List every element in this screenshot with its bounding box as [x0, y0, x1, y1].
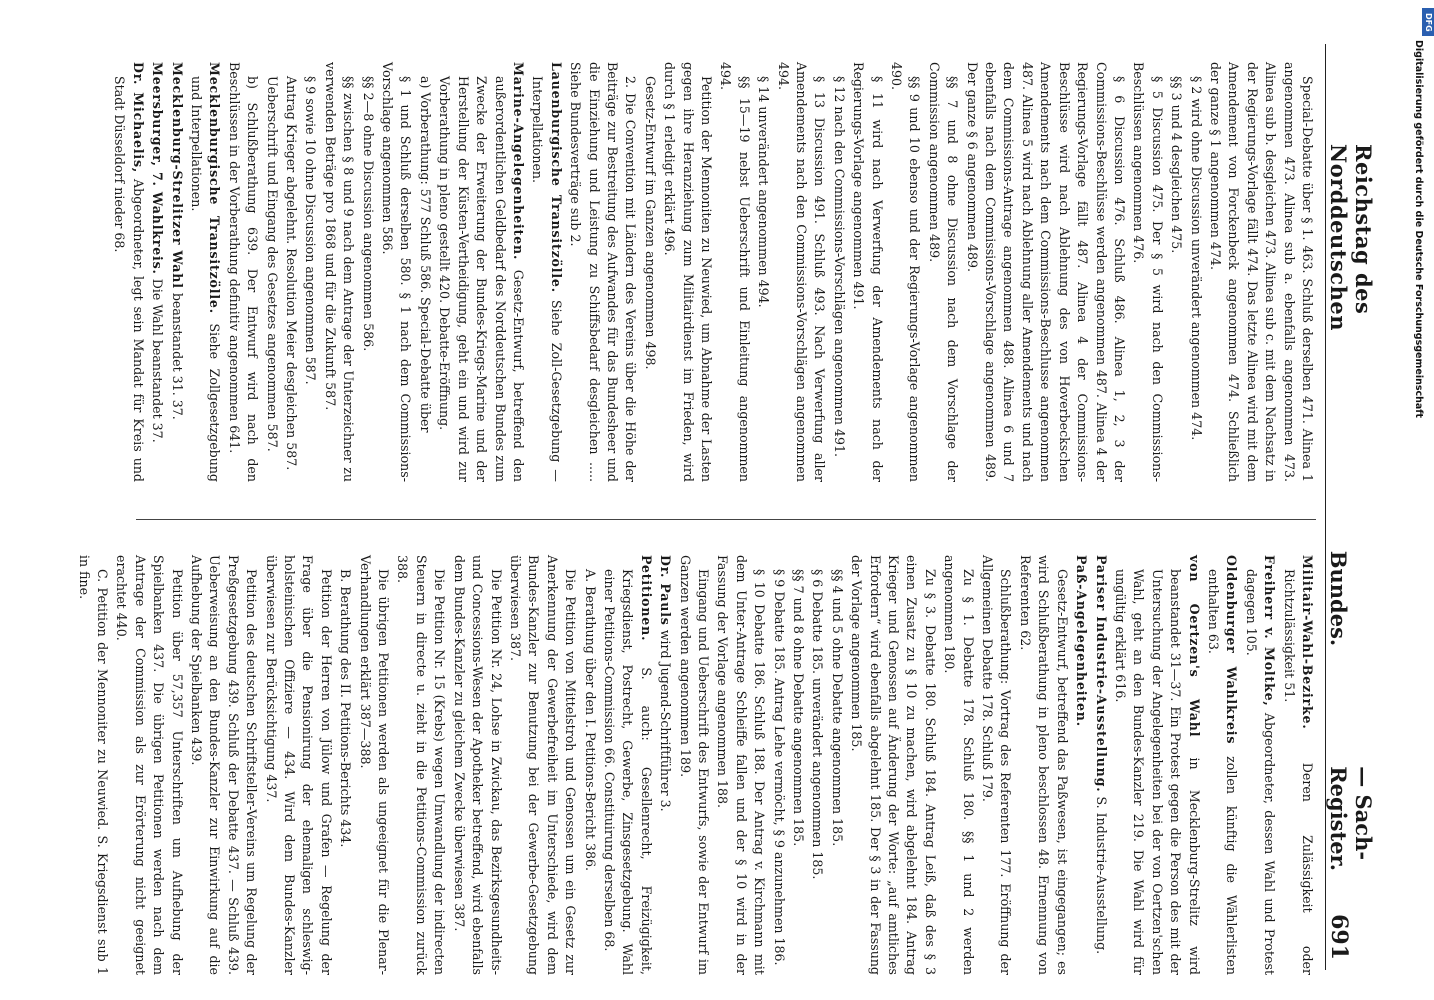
- register-entry: [358, 62, 376, 482]
- register-entry: [110, 62, 147, 482]
- register-entry: [808, 555, 826, 975]
- register-entry: [1204, 555, 1241, 975]
- register-entry: [224, 62, 261, 482]
- entry-keyword: Militair-Wahl-Bezirke.: [1300, 555, 1315, 730]
- entry-keyword: Pariser Industrie-Ausstellung.: [1093, 555, 1109, 793]
- entry-text: S. Industrie-Ausstellung.: [1093, 796, 1109, 955]
- register-entry: [978, 555, 1015, 975]
- register-entry: [1206, 62, 1316, 482]
- register-entry: [1241, 555, 1278, 975]
- register-entry: [827, 555, 845, 975]
- register-entry: [435, 62, 527, 482]
- entry-text: § 6 Discussion 476. Schluß 486. Alinea 1, 2, 3 der Commissions-Beschlüsse werden angenommen 487. Alinea 4 der Regierungs-Vorlage fällt 487. Alinea 4 der Commissions-Beschlüsse wird nach Ablehnung des von Hoverbeckschen Amendements nach dem Commissions-Beschlusse angenommen 487. Alinea 5 wird nach Ablehnung aller Amendements und nach dem Commissions-Antrage angenommen 488. Alinea 6 und 7 ebenfalls nach dem Commissions-Vorschlage angenommen 489. Der ganze § 6 angenommen 489.: [964, 62, 1127, 482]
- register-entry: [773, 62, 828, 482]
- register-entry: [355, 555, 392, 975]
- register-entry: [1129, 62, 1166, 482]
- entry-text: § 13 Discussion 491. Schluß 493. Nach Verwerfung aller Amendements nach den Commissions-Vorschlägen angenommen 494.: [775, 62, 828, 482]
- entry-text: Gesetz-Entwurf, betreffend den außerordentlichen Geldbedarf des Norddeutschen Bundes zum Zwecke der Erweiterung der Bundes-Kriegs-Marine und der Herstellung der Küsten-Vertheidigung, geht ein und wird zur Vorberathung in pleno gestellt 420. Debatte-Eröffnung.: [437, 76, 526, 482]
- entry-text: Petition des deutschen Schriftsteller-Vereins um Regelung der Preßgesetzgebung 439. Schluß der Debatte 437. — Schluß 439. Ueberweisung an den Bundes-Kanzler zur Einwirkung auf die Aufhebung der Spielbanken 439.: [189, 555, 260, 975]
- entry-text: Die übrigen Petitionen werden als ungeeignet für die Plenar-Verhandlungen erklärt 387—388.: [357, 555, 392, 975]
- register-entry: [301, 62, 319, 482]
- register-entry: [378, 62, 415, 482]
- register-entry: [829, 62, 847, 482]
- entry-text: A. Berathung über den I. Petitions-Bericht 386.: [582, 569, 598, 872]
- register-entry: [940, 555, 977, 975]
- entry-text: B. Berathung des II. Petitions-Berichts 434.: [338, 569, 354, 848]
- register-entry: [282, 62, 300, 482]
- register-entry: [962, 62, 1128, 482]
- entry-text: Abgeordneter, dessen Wahl und Protest dagegen 105.: [1243, 569, 1278, 976]
- register-entry: [148, 62, 166, 482]
- entry-text: zollen künftig die Wählerlisten enthalten 63.: [1205, 569, 1240, 975]
- header-title-left: Reichstag des Norddeutschen: [1326, 144, 1376, 331]
- entry-text: § 14 unverändert angenommen 494.: [756, 76, 772, 308]
- entry-text: Abgeordneter, legt sein Mandat für Kreis und Stadt Düsseldorf nieder 68.: [112, 76, 146, 482]
- entry-text: § 11 wird nach Verwerfung der Amendements nach der Regierungs-Vorlage angenommen 491.: [851, 62, 885, 482]
- entry-text: §§ zwischen § 8 und 9 nach dem Antrage der Unterzeichner zu verwenden Beträge pro 1868 und für die Zukunft 587.: [322, 62, 357, 482]
- entry-text: Siehe Zoll-Gesetzgebung — Interpellationen.: [530, 76, 564, 482]
- entry-text: Petition der Herren von Jülow und Grafen — Regelung der Frage über die Pensionirung der ehemaligen schleswig-holsteinischen Offiziere — 434. Wird dem Bundes-Kanzler überwiesen zur Berücksichtigung 437.: [263, 555, 334, 975]
- entry-text: § 10 Debatte 186. Schluß 188. Der Antrag v. Kirchmann mit dem Unter-Antrage Schleiffe fallen und der § 10 wird in der Fassung der Vorlage angenommen 188.: [715, 555, 768, 975]
- entry-keyword: Freiherr v. Moltke,: [1262, 555, 1278, 707]
- entry-text: §§ 2—8 ohne Discussion angenommen 586.: [360, 76, 376, 352]
- register-entry: [1186, 62, 1204, 482]
- register-entry: [849, 62, 886, 482]
- entry-text: 2. Die Convention mit Ländern des Vereins über die Höhe der Beiträge zur Bestreitung des Aufwandes für das Bundesheer und die Einziehung und Leistung zu Schiffsbedarf desgleichen ..... Siehe Bundesverträge sub 2.: [568, 62, 639, 482]
- register-entry: [716, 62, 753, 482]
- entry-text: wird Jugend-Schriftführer 3.: [658, 629, 674, 812]
- register-entry: [320, 62, 357, 482]
- entry-text: §§ 9 und 10 ebenso und der Regierungs-Vorlage angenommen 490.: [889, 62, 923, 482]
- entry-text: Zu § 3. Debatte 180. Schluß 184. Antrag Leiß, daß des § 3 einen Zusatz zu § 10 zu machen, wird abgelehnt 184. Antrag Krieger und Genossen auf Änderung der Worte: „auf amtliches Erfordern“ wird ebenfalls abgelehnt 185. Der § 3 in der Fassung der Vorlage angenommen 185.: [849, 555, 938, 975]
- register-entry: [847, 555, 939, 975]
- header-title-mid: Bundes.: [1326, 550, 1351, 647]
- entry-text: Gesetz-Entwurf im Ganzen angenommen 498.: [642, 76, 658, 370]
- entry-keyword: Mecklenburgische Transitzölle.: [207, 62, 223, 314]
- entry-text: §§ 7 und 8 ohne Discussion nach dem Vorschlage der Commission angenommen 489.: [926, 62, 961, 482]
- register-entry: [887, 62, 924, 482]
- register-entry: [660, 62, 715, 482]
- register-entry: [789, 555, 807, 975]
- entry-keyword: Meersburger, 7. Wahlkreis.: [150, 62, 166, 275]
- register-entry: [261, 555, 335, 975]
- entry-text: Gesetz-Entwurf, betreffend das Paßwesen, ist eingegangen; es wird Schlußberathung in pleno beschlossen 48. Ernennung von Referenten 62.: [1017, 555, 1070, 975]
- register-entry: [566, 62, 640, 482]
- dfg-logo: DFG: [1422, 8, 1434, 36]
- entry-text: C. Petition der Mennoniter zu Neuwied. S. Kriegsdienst sub 1 in fine.: [76, 555, 110, 975]
- entry-keyword: Lauenburgische Transitzölle.: [548, 62, 564, 293]
- right-column: [46, 555, 1316, 975]
- register-entry: [1091, 555, 1109, 975]
- entry-text: § 9 sowie 10 ohne Discussion angenommen 587.: [303, 76, 319, 385]
- register-entry: [640, 62, 658, 482]
- register-entry: [416, 62, 434, 482]
- register-entry: [167, 62, 185, 482]
- register-entry: [754, 62, 772, 482]
- entry-text: Die Petition Nr. 24, Lohse in Zwickau, das Bezirksgesundheits- und Concessions-Wesen der Apotheker betreffend, wird ebenfalls dem Bundes-Kanzler zu gleichem Zwecke überwiesen 387.: [451, 555, 504, 975]
- entry-text: Special-Debatte über § 1. 463. Schluß derselben 471. Alinea 1 angenommen 473. Alinea sub a. ebenfalls angenommen 473. Alinea sub b. desgleichen 473. Alinea sub c. mit dem Nachsatz in der Regierungs-Vorlage fällt 474. Das letzte Alinea wird mit dem Amendement von Forckenbeck angenommen 474. Schließlich der ganze § 1 angenommen 474.: [1207, 62, 1315, 482]
- entry-text: §§ 4 und 5 ohne Debatte angenommen 185.: [829, 569, 845, 847]
- entry-text: § 5 Discussion 475. Der § 5 wird nach den Commissions-Beschlüssen angenommen 476.: [1131, 62, 1165, 482]
- running-head: [1325, 44, 1376, 970]
- register-entry: [713, 555, 768, 975]
- register-entry: [1072, 555, 1090, 975]
- entry-text: Ueberschrift und Eingang des Gesetzes angenommen 587.: [264, 76, 280, 452]
- register-entry: [769, 555, 787, 975]
- digitization-notice: Digitalisierung gefördert durch die Deutsche Forschungsgemeinschaft: [1413, 40, 1424, 418]
- entry-text: § 12 nach den Commissions-Vorschlägen angenommen 491.: [831, 76, 847, 457]
- entry-text: § 1 und Schluß derselben 580. § 1 nach dem Commissions-Vorschlage angenommen 586.: [380, 62, 414, 482]
- entry-text: §§ 7 und 8 ohne Debatte angenommen 185.: [791, 569, 807, 847]
- register-entry: [924, 62, 961, 482]
- entry-keyword: Paß-Angelegenheiten.: [1074, 555, 1090, 727]
- register-entry: [74, 555, 111, 975]
- register-entry: [1167, 62, 1185, 482]
- entry-keyword: von Oertzen's Wahl: [1186, 555, 1202, 738]
- register-entry: [336, 555, 354, 975]
- register-entry: [393, 555, 448, 975]
- entry-keyword: Dr. Michaelis,: [130, 62, 146, 174]
- register-entry: [656, 555, 674, 975]
- entry-text: § 2 wird ohne Discussion unverändert angenommen 474.: [1188, 76, 1204, 441]
- register-entry: [262, 62, 280, 482]
- entry-text: beanstandet 31. 37.: [169, 292, 185, 420]
- entry-keyword: Marine-Angelegenheiten.: [510, 62, 526, 261]
- entry-text: Die Petition von Mittelstroh und Genossen um ein Gesetz zur Anerkennung der Gewerbefreiheit im Unterschiede, wird dem Bundes-Kanzler zur Benutzung bei der Gewerbe-Gesetzgebung überwiesen 387.: [507, 555, 579, 975]
- entry-text: §§ 15—19 nebst Ueberschrift und Einleitung angenommen 494.: [718, 62, 752, 482]
- register-entry: [506, 555, 580, 975]
- entry-keyword: Dr. Pauls: [658, 555, 674, 626]
- register-entry: [528, 62, 565, 482]
- register-entry: [187, 62, 224, 482]
- register-entry: [1279, 555, 1316, 975]
- entry-text: Petition der Mennoniten zu Neuwied, um Abnahme der Lasten gegen ihre Heranziehung zum Militairdienst im Frieden, wird durch § 1 erledigt erklärt 496.: [662, 62, 714, 482]
- entry-text: §§ 3 und 4 desgleichen 475.: [1169, 76, 1185, 254]
- entry-text: in Mecklenburg-Strelitz wird beanstandet 31—37. Ein Protest gegen die Person des mit der Untersuchung der Angelegenheiten bei der von Oertzen'schen Wahl, geht an den Bundes-Kanzler 219. Die Wahl wird für ungültig erklärt 616.: [1112, 569, 1202, 975]
- column-divider: [136, 519, 1316, 520]
- scanned-page: [12, 0, 1412, 1000]
- entry-text: Eingang und Ueberschrift des Entwurfs, sowie der Entwurf im Ganzen werden angenommen 189.: [677, 555, 711, 975]
- entry-text: § 9 Debatte 185. Antrag Lehe vermöcht, § 9 anzunehmen 186.: [771, 569, 787, 966]
- entry-text: Petition über 57,357 Unterschriften um Aufhebung der Spielbanken 437. Die übrigen Petitionen werden nach dem Antrage der Commission als zur Erörterung nicht geeignet erachtet 440.: [114, 555, 185, 975]
- register-entry: [1111, 555, 1203, 975]
- register-entry: [580, 555, 598, 975]
- register-entry: [675, 555, 712, 975]
- entry-text: Schlußberathung: Vortrag des Referenten 177. Eröffnung der Allgemeinen Debatte 178. Schluß 179.: [980, 555, 1014, 975]
- entry-text: b) Schlußberathung 639. Der Entwurf wird nach den Beschlüssen in der Vorberathung definitiv angenommen 641.: [226, 62, 261, 482]
- entry-keyword: Mecklenburg-Strelitzer Wahl: [169, 62, 185, 289]
- entry-keyword: Oldenburger Wahlkreis: [1224, 555, 1240, 745]
- page-number: 691: [1326, 914, 1352, 960]
- entry-text: S. auch: Gesellenrecht, Freizügigkeit, Kriegsdienst, Postrecht, Gewerbe, Zinsgesetzgebung. Wahl einer Petitions-Commission 66. Constituirung derselben 68.: [601, 569, 654, 975]
- register-entry: [187, 555, 261, 975]
- entry-keyword: Petitionen.: [638, 555, 654, 642]
- register-entry: [600, 555, 655, 975]
- entry-text: Die Petition Nr. 15 (Krebs) wegen Umwandlung der indirecten Steuern in directe u. zieht in die Petitions-Commission zurück 388.: [395, 555, 448, 975]
- entry-text: Deren Zulässigkeit oder Richtzulässigkeit 51.: [1281, 569, 1315, 975]
- entry-text: Zu § 1. Debatte 178. Schluß 180. §§ 1 und 2 werden angenommen 180.: [942, 555, 976, 975]
- entry-text: § 6 Debatte 185. unverändert angenommen 185.: [810, 569, 826, 880]
- left-column: [46, 62, 1316, 482]
- register-entry: [112, 555, 186, 975]
- entry-text: a) Vorberathung: 577 Schluß 586. Special-Debatte über: [417, 76, 433, 433]
- entry-text: Antrag Krieger abgelehnt. Resolution Meier desgleichen 587.: [284, 76, 300, 471]
- register-entry: [1016, 555, 1071, 975]
- register-entry: [449, 555, 504, 975]
- entry-text: Die Wahl beanstandet 37.: [150, 278, 166, 443]
- header-title-right: — Sach-Register.: [1326, 766, 1376, 872]
- entry-text: Siehe Zollgesetzgebung und Interpellationen.: [189, 76, 223, 482]
